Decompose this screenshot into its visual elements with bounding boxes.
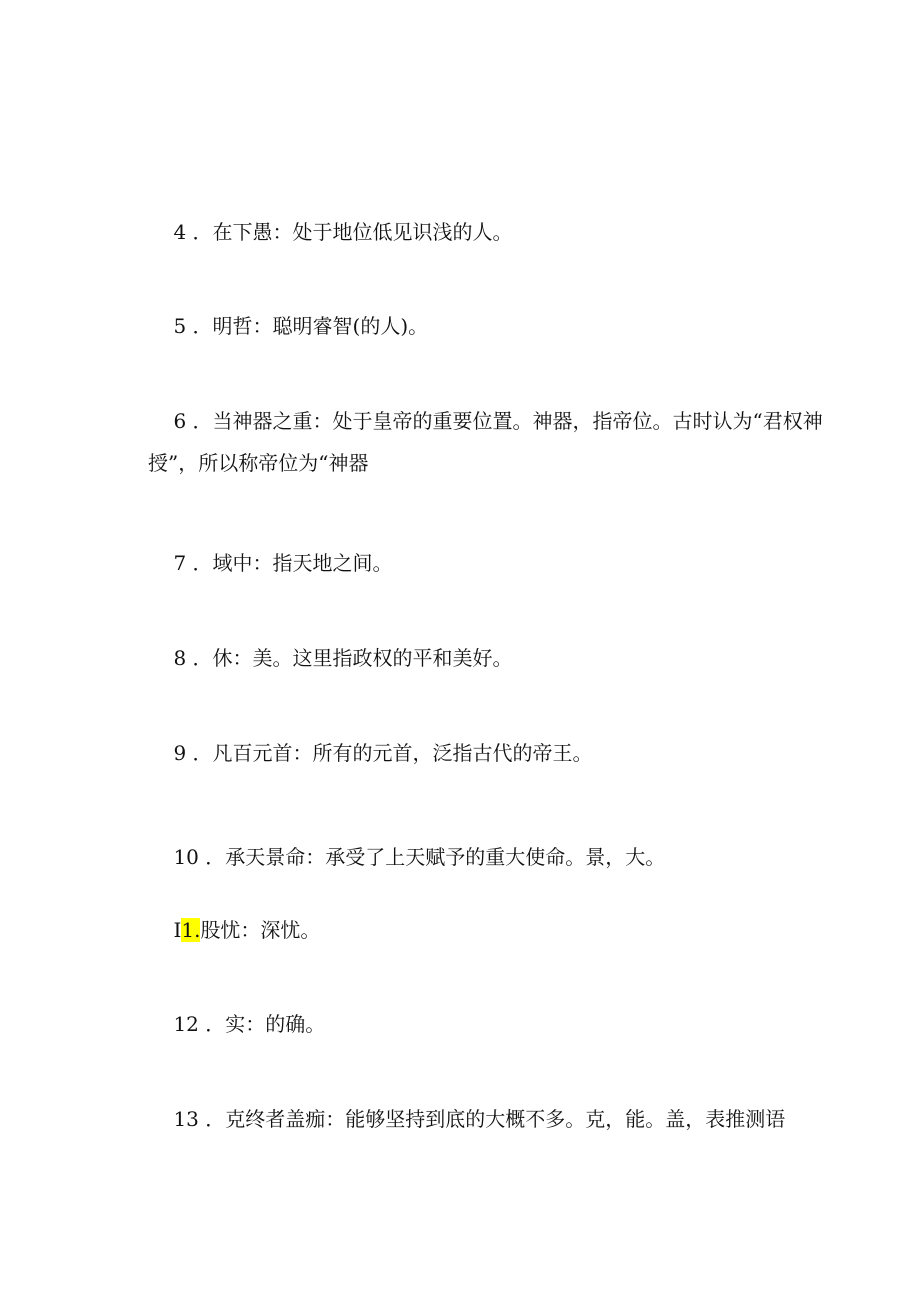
note-text: 承天景命：承受了上天赋予的重大使命。景，大。 — [225, 845, 666, 869]
note-text: 在下愚：处于地位低见识浅的人。 — [212, 220, 513, 244]
note-text: 凡百元首：所有的元首，泛指古代的帝王。 — [212, 741, 593, 765]
note-number: 9 ． — [173, 741, 213, 765]
note-number: 10 ． — [173, 845, 226, 869]
note-number: 6 ． — [173, 409, 213, 433]
note-item — [148, 1056, 828, 1182]
note-number: 8 ． — [173, 646, 213, 670]
note-text: 当神器之重：处于皇帝的重要位置。神器，指帝位。古时认为“君权神授”，所以称帝位为“神器 — [148, 409, 823, 475]
note-number-highlight: 1. — [181, 918, 201, 942]
note-text: 域中：指天地之间。 — [212, 551, 393, 575]
note-text: 休：美。这里指政权的平和美好。 — [212, 646, 513, 670]
note-text: 股忧：深忧。 — [200, 918, 321, 942]
note-number: 12 ． — [173, 1012, 226, 1036]
note-number: 13 ． — [173, 1107, 226, 1131]
note-text: 克终者盖痂：能够坚持到底的大概不多。克，能。盖，表推测语 — [225, 1107, 786, 1131]
note-number: 4 ． — [173, 220, 213, 244]
note-number: 5 ． — [173, 314, 213, 338]
note-text: 实：的确。 — [225, 1012, 326, 1036]
note-text: 明哲：聪明睿智(的人)。 — [212, 314, 429, 338]
note-number-prefix: I — [173, 918, 182, 942]
note-number: 7 ． — [173, 551, 213, 575]
